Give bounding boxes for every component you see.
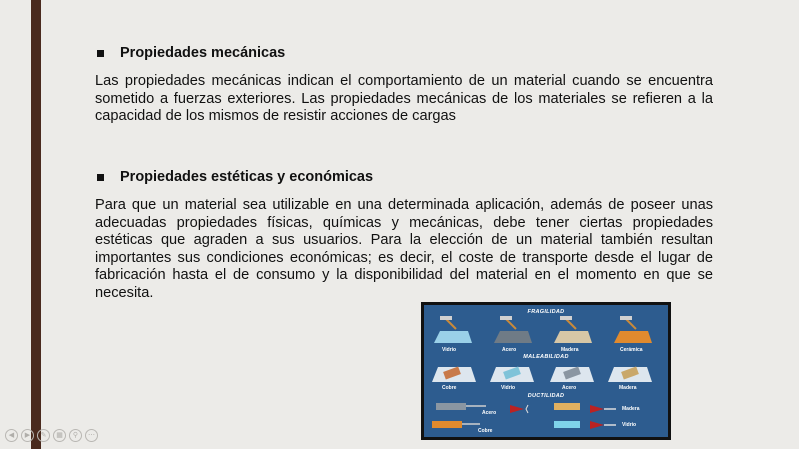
heading-text: Propiedades estéticas y económicas <box>120 169 374 185</box>
ductility-samples <box>432 403 616 429</box>
fragility-samples <box>434 316 652 343</box>
malleability-label: Madera <box>619 385 637 391</box>
prev-icon[interactable]: ◀ <box>5 429 18 442</box>
hammer-handle <box>446 319 456 329</box>
heading-text: Propiedades mecánicas <box>120 45 286 61</box>
malleability-label: Cobre <box>442 385 457 391</box>
pen-icon[interactable]: ✎ <box>37 429 50 442</box>
malleability-title: MALEABILIDAD <box>523 354 569 360</box>
steel-sample <box>494 331 532 343</box>
wood-sample <box>554 331 592 343</box>
materials-properties-figure <box>421 302 671 440</box>
bullet-icon <box>97 174 104 181</box>
grid-icon[interactable]: ▦ <box>53 429 66 442</box>
malleability-samples <box>432 367 652 382</box>
ductility-label: Cobre <box>478 428 493 434</box>
hammer-head <box>440 316 452 320</box>
slideshow-controls <box>5 429 98 442</box>
malleability-label: Vidrio <box>501 385 516 391</box>
bullet-icon <box>97 50 104 57</box>
fragility-label: Vidrio <box>442 347 457 353</box>
fragility-label: Acero <box>502 347 517 353</box>
steel-bar <box>436 403 466 410</box>
next-icon[interactable]: ▶ <box>21 429 34 442</box>
figure-illustration <box>424 305 668 437</box>
paragraph-mechanical: Las propiedades mecánicas indican el comportamiento de un material cuando se encuentra sometido a fuerzas exteriores. Las propiedades mecánicas de los materiales se refieren a la capacidad de los mismos de resistir acciones de cargas <box>95 73 713 125</box>
copper-bar <box>432 421 462 428</box>
fragility-label: Madera <box>561 347 579 353</box>
ductility-title: DUCTILIDAD <box>527 393 565 399</box>
zoom-icon[interactable]: ⚲ <box>69 429 82 442</box>
ceramic-sample <box>614 331 652 343</box>
section-heading-mechanical <box>97 45 285 61</box>
ductility-label: Acero <box>482 410 497 416</box>
ductility-label: Madera <box>622 406 640 412</box>
malleability-label: Acero <box>562 385 577 391</box>
ductility-label: Vidrio <box>622 422 637 428</box>
fragility-label: Cerámica <box>620 347 643 353</box>
fragility-title: FRAGILIDAD <box>527 309 565 315</box>
section-heading-aesthetic <box>97 169 373 185</box>
more-icon[interactable]: ⋯ <box>85 429 98 442</box>
paragraph-aesthetic: Para que un material sea utilizable en una determinada aplicación, además de poseer unas adecuadas propiedades físicas, químicas y mecánicas, debe tener ciertas propiedades estéticas que agraden a sus usuarios. Para la elección de un material también resultan importantes sus condiciones económicas; es decir, el coste de transporte desde el lugar de fabricación hasta el de consumo y la disponibilidad del material en el momento en que se necesita. <box>95 197 713 301</box>
glass-sample <box>434 331 472 343</box>
